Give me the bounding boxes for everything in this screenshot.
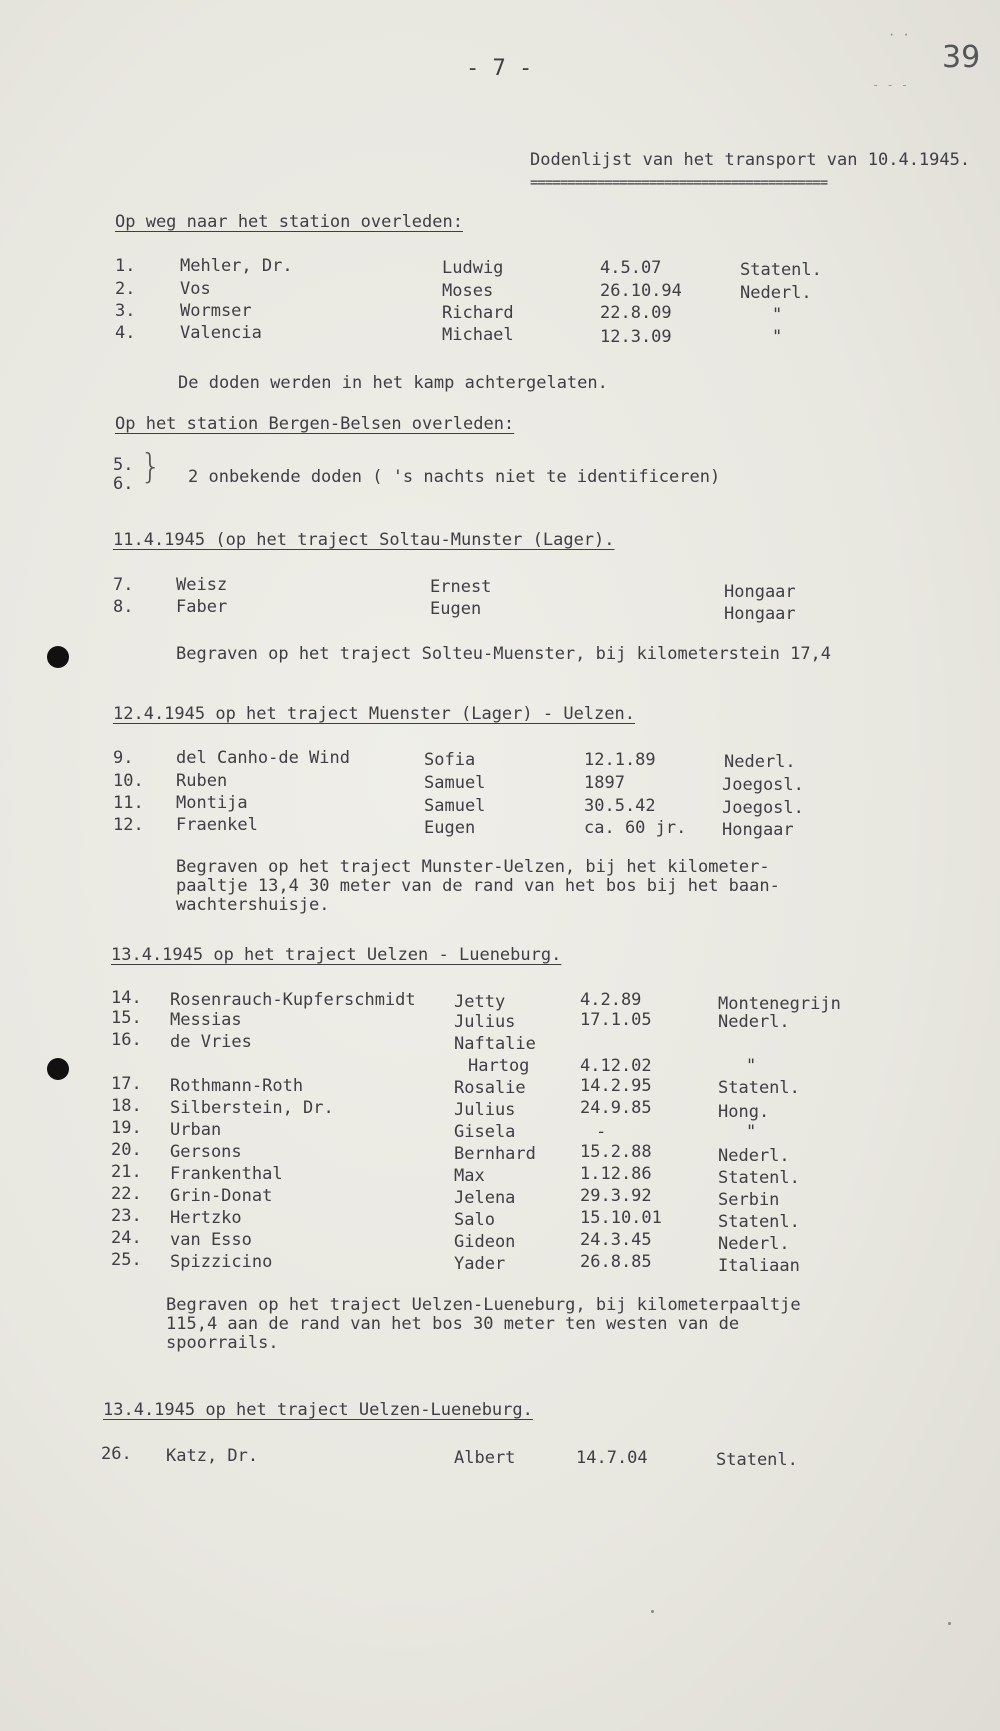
row-birthdate: 26.8.85: [580, 1252, 652, 1272]
section-note: Begraven op het traject Solteu-Muenster, bij kilometerstein 17,4: [176, 644, 832, 664]
row-firstname: Albert: [454, 1448, 516, 1468]
row-firstname: Julius: [454, 1100, 516, 1120]
row-surname: Wormser: [180, 301, 252, 321]
row-surname: Montija: [176, 793, 248, 813]
row-surname: Ruben: [176, 771, 228, 791]
row-number: 25.: [111, 1250, 142, 1270]
row-nationality: ": [772, 305, 783, 325]
row-surname: Grin-Donat: [170, 1186, 273, 1206]
section-heading: 13.4.1945 op het traject Uelzen-Lueneburg.: [103, 1400, 533, 1420]
row-nationality: Hongaar: [722, 820, 794, 840]
row-surname: Urban: [170, 1120, 222, 1140]
row-firstname: Bernhard: [454, 1144, 536, 1164]
row-surname: Rothmann-Roth: [170, 1076, 304, 1096]
row-surname: Gersons: [170, 1142, 242, 1162]
row-birthdate: ca. 60 jr.: [584, 818, 687, 838]
row-birthdate: 4.12.02: [580, 1056, 652, 1076]
row-number: 21.: [111, 1162, 142, 1182]
row-birthdate: 15.2.88: [580, 1142, 652, 1162]
row-firstname: Naftalie: [454, 1034, 536, 1054]
section-note: Begraven op het traject Uelzen-Lueneburg, bij kilometerpaaltje 115,4 aan de rand van het bos 30 meter ten westen van de spoorrails.: [166, 1295, 801, 1353]
document-title: Dodenlijst van het transport van 10.4.1945.: [530, 150, 971, 170]
section-note: Begraven op het traject Munster-Uelzen, bij het kilometer-paaltje 13,4 30 meter van de rand van het bos bij het baan-wachtershuisje.: [176, 857, 780, 915]
row-number: 14.: [111, 988, 142, 1008]
row-birthdate: 12.3.09: [600, 327, 672, 347]
row-number: 3.: [115, 301, 136, 321]
row-nationality: Statenl.: [718, 1078, 800, 1098]
row-birthdate: 1.12.86: [580, 1164, 652, 1184]
row-nationality: Hong.: [718, 1102, 770, 1122]
row-number: 9.: [113, 748, 134, 768]
row-surname: Silberstein, Dr.: [170, 1098, 334, 1118]
section-note: 2 onbekende doden ( 's nachts niet te identificeren): [188, 467, 721, 487]
row-firstname: Samuel: [424, 773, 486, 793]
row-nationality: Nederl.: [718, 1012, 790, 1032]
row-number: 2.: [115, 279, 136, 299]
section-heading: Op het station Bergen-Belsen overleden:: [115, 414, 515, 434]
row-firstname: Salo: [454, 1210, 495, 1230]
row-number: 17.: [111, 1074, 142, 1094]
row-number: 7.: [113, 575, 134, 595]
row-number: 16.: [111, 1030, 142, 1050]
row-firstname: Jelena: [454, 1188, 516, 1208]
row-firstname: Julius: [454, 1012, 516, 1032]
row-number: 11.: [113, 793, 144, 813]
row-firstname: Rosalie: [454, 1078, 526, 1098]
row-number: 5.: [113, 455, 134, 475]
row-surname: Fraenkel: [176, 815, 258, 835]
row-nationality: ": [746, 1122, 757, 1142]
row-nationality: Nederl.: [718, 1234, 790, 1254]
row-surname: Vos: [180, 279, 211, 299]
page-number: - 7 -: [466, 56, 533, 81]
section-heading: 11.4.1945 (op het traject Soltau-Munster (Lager).: [113, 530, 615, 550]
row-surname: van Esso: [170, 1230, 252, 1250]
row-surname: Hertzko: [170, 1208, 242, 1228]
row-firstname: Ludwig: [442, 258, 504, 278]
row-firstname-second: Hartog: [468, 1056, 530, 1076]
row-firstname: Max: [454, 1166, 485, 1186]
row-number: 19.: [111, 1118, 142, 1138]
title-underline: ========================================: [530, 178, 828, 188]
row-firstname: Samuel: [424, 796, 486, 816]
row-birthdate: 12.1.89: [584, 750, 656, 770]
row-surname: Mehler, Dr.: [180, 256, 293, 276]
row-nationality: Statenl.: [718, 1212, 800, 1232]
margin-dashes: - - -: [872, 78, 909, 92]
row-birthdate: 1897: [584, 773, 625, 793]
row-number: 12.: [113, 815, 144, 835]
row-number: 20.: [111, 1140, 142, 1160]
row-birthdate: 4.2.89: [580, 990, 642, 1010]
row-nationality: ": [772, 327, 783, 347]
row-number: 24.: [111, 1228, 142, 1248]
row-birthdate: 30.5.42: [584, 796, 656, 816]
row-firstname: Michael: [442, 325, 514, 345]
row-firstname: Gideon: [454, 1232, 516, 1252]
row-surname: Spizzicino: [170, 1252, 273, 1272]
row-number: 23.: [111, 1206, 142, 1226]
row-firstname: Gisela: [454, 1122, 516, 1142]
row-surname: Rosenrauch-Kupferschmidt: [170, 990, 416, 1010]
row-firstname: Moses: [442, 281, 494, 301]
row-surname: Katz, Dr.: [166, 1446, 259, 1466]
row-nationality: Nederl.: [724, 752, 796, 772]
row-birthdate: 4.5.07: [600, 258, 662, 278]
row-surname: Weisz: [176, 575, 228, 595]
row-birthdate: 14.7.04: [576, 1448, 648, 1468]
row-nationality: Statenl.: [716, 1450, 798, 1470]
row-firstname: Eugen: [430, 599, 482, 619]
row-number: 22.: [111, 1184, 142, 1204]
row-nationality: Hongaar: [724, 604, 796, 624]
row-nationality: Joegosl.: [722, 775, 804, 795]
row-firstname: Ernest: [430, 577, 492, 597]
section-heading: Op weg naar het station overleden:: [115, 212, 463, 232]
section-heading: 12.4.1945 op het traject Muenster (Lager) - Uelzen.: [113, 704, 635, 724]
row-firstname: Jetty: [454, 992, 506, 1012]
row-birthdate: 22.8.09: [600, 303, 672, 323]
row-number: 15.: [111, 1008, 142, 1028]
paper-speck: [948, 1622, 951, 1625]
binder-hole: [47, 646, 69, 668]
archive-number: 39: [942, 40, 981, 75]
margin-marks: · ·: [888, 28, 910, 42]
row-surname: del Canho-de Wind: [176, 748, 350, 768]
row-number: 8.: [113, 597, 134, 617]
row-nationality: Nederl.: [740, 283, 812, 303]
section-note: De doden werden in het kamp achtergelaten.: [178, 373, 608, 393]
row-surname: Valencia: [180, 323, 262, 343]
row-number: 26.: [101, 1444, 132, 1464]
row-firstname: Sofia: [424, 750, 476, 770]
row-nationality: Statenl.: [718, 1168, 800, 1188]
row-nationality: Montenegrijn: [718, 994, 841, 1014]
row-nationality: Italiaan: [718, 1256, 800, 1276]
row-birthdate: 29.3.92: [580, 1186, 652, 1206]
row-birthdate: 14.2.95: [580, 1076, 652, 1096]
row-surname: de Vries: [170, 1032, 252, 1052]
row-number: 18.: [111, 1096, 142, 1116]
row-firstname: Yader: [454, 1254, 506, 1274]
row-firstname: Richard: [442, 303, 514, 323]
row-number: 6.: [113, 474, 134, 494]
row-number: 10.: [113, 771, 144, 791]
row-nationality: Joegosl.: [722, 798, 804, 818]
row-surname: Messias: [170, 1010, 242, 1030]
row-nationality: Nederl.: [718, 1146, 790, 1166]
row-nationality: Statenl.: [740, 260, 822, 280]
row-number: 1.: [115, 256, 136, 276]
row-surname: Faber: [176, 597, 228, 617]
row-birthdate: 17.1.05: [580, 1010, 652, 1030]
paper-speck: [651, 1610, 654, 1613]
row-nationality: Hongaar: [724, 582, 796, 602]
row-nationality: Serbin: [718, 1190, 780, 1210]
row-nationality: ": [746, 1056, 757, 1076]
row-birthdate: 26.10.94: [600, 281, 682, 301]
row-birthdate: 24.9.85: [580, 1098, 652, 1118]
brace-symbol: }: [140, 447, 162, 487]
row-birthdate: 24.3.45: [580, 1230, 652, 1250]
section-heading: 13.4.1945 op het traject Uelzen - Lueneburg.: [111, 945, 562, 965]
row-number: 4.: [115, 323, 136, 343]
row-birthdate: -: [596, 1122, 607, 1142]
binder-hole: [47, 1058, 69, 1080]
row-birthdate: 15.10.01: [580, 1208, 662, 1228]
row-surname: Frankenthal: [170, 1164, 283, 1184]
row-firstname: Eugen: [424, 818, 476, 838]
